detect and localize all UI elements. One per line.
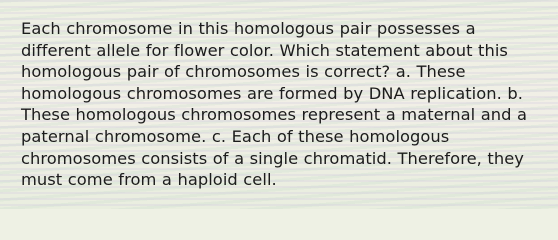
- question-text: Each chromosome in this homologous pair possesses a different allele for flower color. Which statement about this homologous pair of chromosomes is correct? a. These homologous chromosomes are formed by DNA replication. b. These homologous chromosomes represent a maternal and a paternal chromosome. c. Each of these homologous chromosomes consists of a single chromatid. Therefore, they must come from a haploid cell.: [21, 19, 528, 190]
